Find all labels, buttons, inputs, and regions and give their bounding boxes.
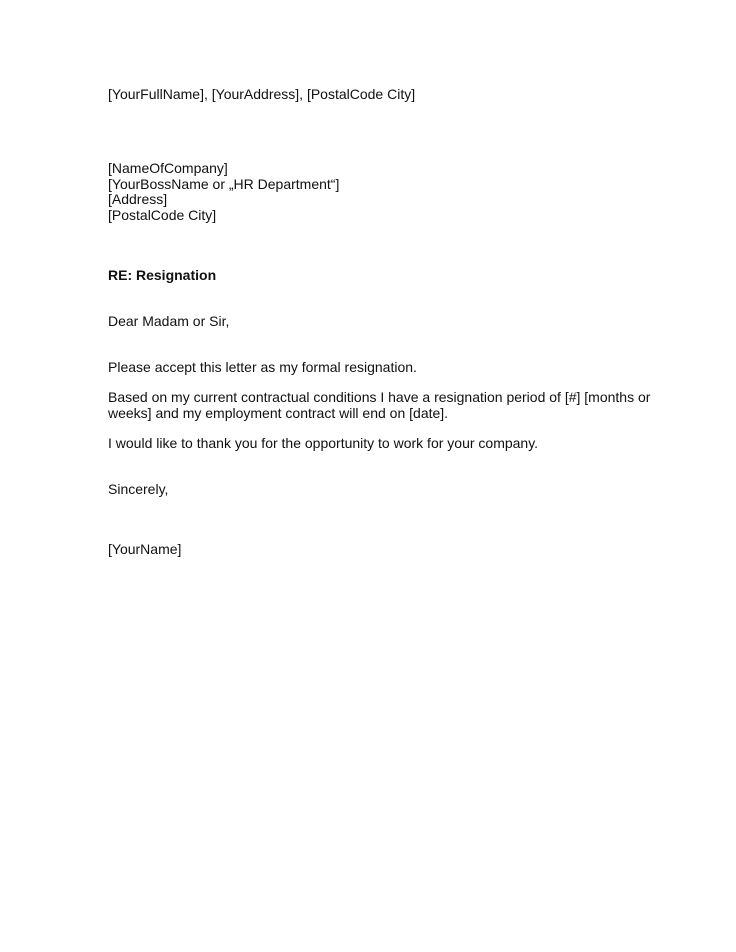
body-paragraph-3: I would like to thank you for the opportunity to work for your company. xyxy=(108,435,539,451)
body-paragraph-1: Please accept this letter as my formal resignation. xyxy=(108,359,417,375)
salutation: Dear Madam or Sir, xyxy=(108,313,230,329)
body-paragraph-2-line-2: weeks] and my employment contract will end on [date]. xyxy=(108,405,449,421)
recipient-boss: [YourBossName or „HR Department“] xyxy=(108,175,340,192)
signature-name: [YourName] xyxy=(108,541,182,557)
subject-line: RE: Resignation xyxy=(108,267,217,283)
recipient-company: [NameOfCompany] xyxy=(108,160,228,176)
recipient-address: [Address] xyxy=(108,191,168,207)
sender-address-line: [YourFullName], [YourAddress], [PostalCode City] xyxy=(108,86,416,102)
closing: Sincerely, xyxy=(108,481,169,497)
recipient-city: [PostalCode City] xyxy=(108,206,217,223)
recipient-address-block xyxy=(108,161,339,223)
body-paragraph-2-line-1: Based on my current contractual conditions I have a resignation period of [#] [months or xyxy=(108,389,651,405)
